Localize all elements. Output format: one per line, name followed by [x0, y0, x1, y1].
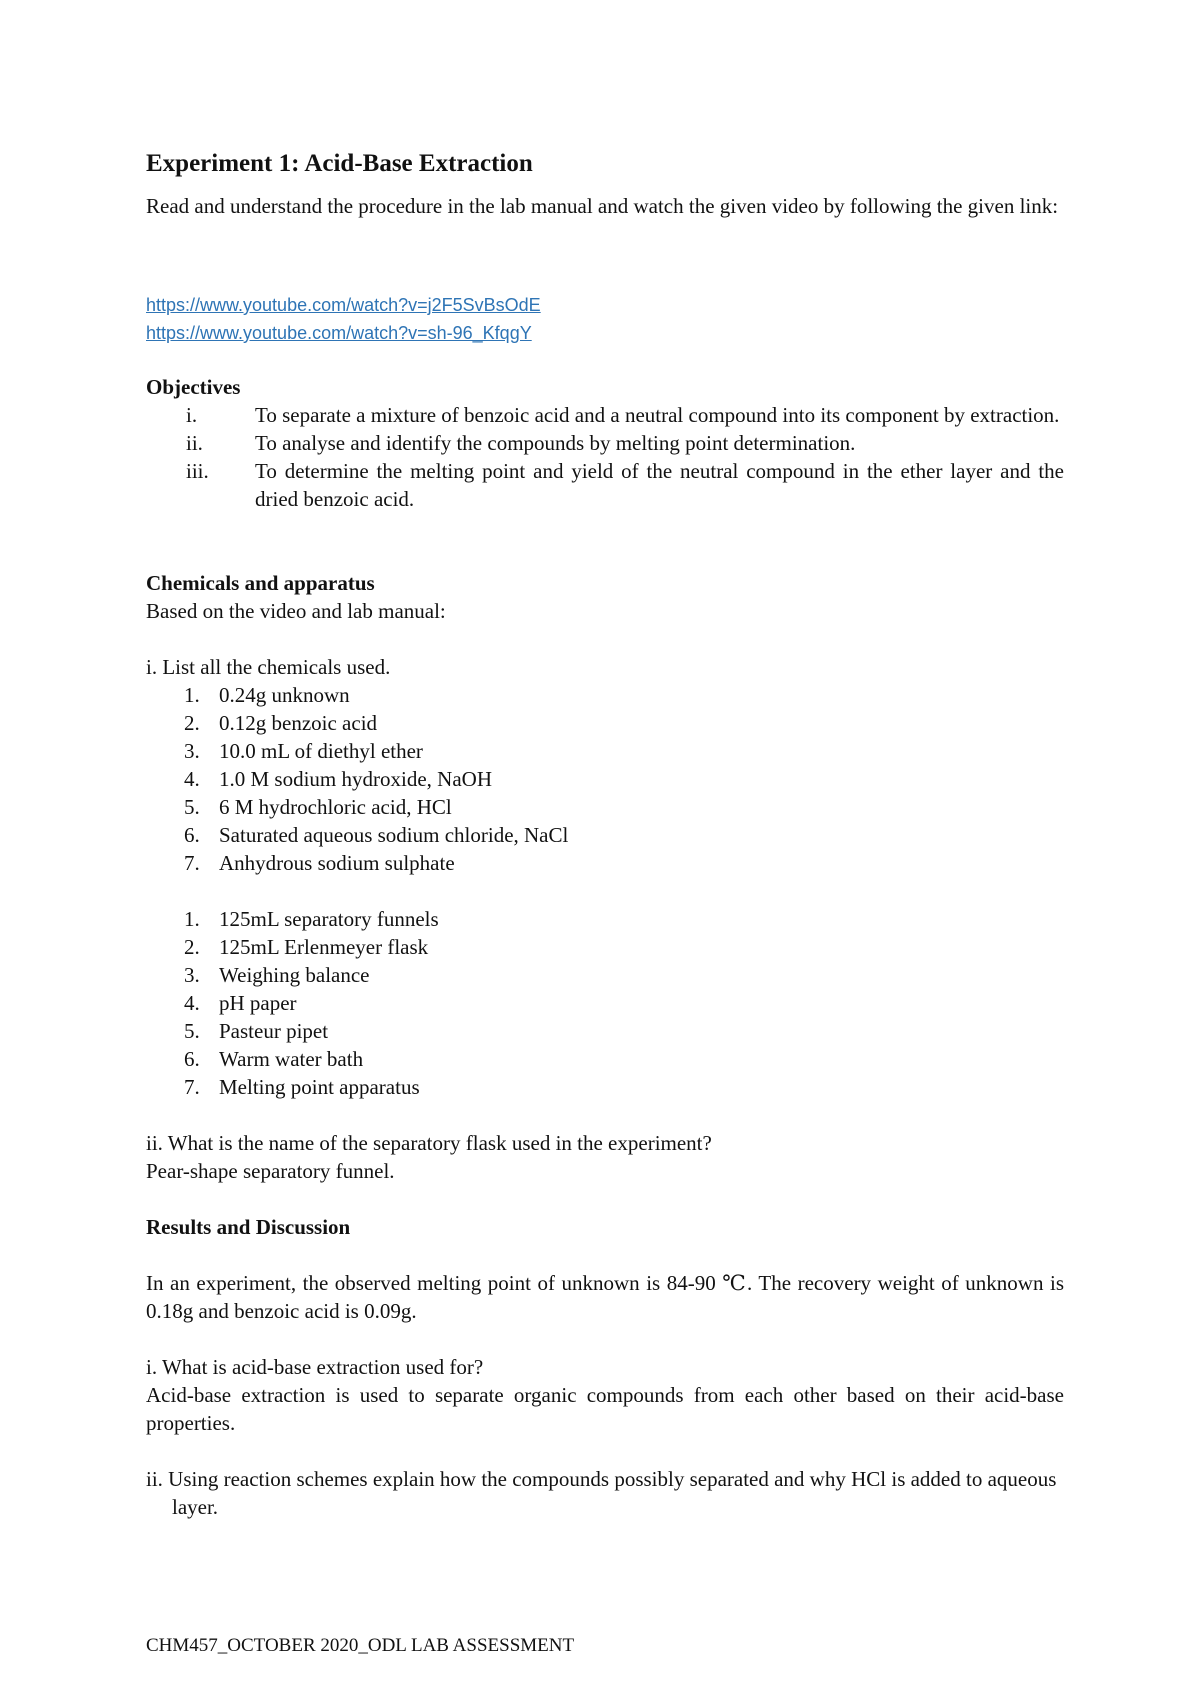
list-marker: 2. [184, 711, 200, 735]
list-item [146, 849, 1064, 877]
list-item-text: To determine the melting point and yield of the neutral compound in the ether layer and the dried benzoic acid. [255, 459, 1064, 511]
list-marker: ii. [186, 431, 203, 455]
list-item-text: Weighing balance [219, 963, 370, 987]
list-marker: 1. [184, 683, 200, 707]
list-item-text: 1.0 M sodium hydroxide, NaOH [219, 767, 492, 791]
list-item [146, 989, 1064, 1017]
objectives-heading: Objectives [146, 375, 241, 399]
apparatus-answer: Pear-shape separatory funnel. [146, 1159, 395, 1183]
list-item-text: To separate a mixture of benzoic acid and a neutral compound into its component by extraction. [255, 403, 1060, 427]
list-item-text: Warm water bath [219, 1047, 364, 1071]
list-item [146, 401, 1064, 429]
list-item [146, 737, 1064, 765]
list-marker: 4. [184, 767, 200, 791]
list-item-text: pH paper [219, 991, 297, 1015]
list-marker: 1. [184, 907, 200, 931]
list-item [146, 681, 1064, 709]
list-item [146, 933, 1064, 961]
list-item [146, 1073, 1064, 1101]
list-item [146, 765, 1064, 793]
list-item [146, 429, 1064, 457]
list-marker: 5. [184, 795, 200, 819]
list-marker: 4. [184, 991, 200, 1015]
list-item-text: Anhydrous sodium sulphate [219, 851, 455, 875]
results-question-2: ii. Using reaction schemes explain how the compounds possibly separated and why HCl is added to aqueous layer. [146, 1467, 1057, 1519]
objectives-list [146, 401, 1064, 513]
list-item-text: Pasteur pipet [219, 1019, 329, 1043]
results-section [146, 1213, 1064, 1521]
results-answer-1: Acid-base extraction is used to separate organic compounds from each other based on their acid-base properties. [146, 1383, 1064, 1435]
list-item [146, 709, 1064, 737]
chemicals-question: i. List all the chemicals used. [146, 655, 391, 679]
list-item-text: 0.24g unknown [219, 683, 350, 707]
list-item-text: Melting point apparatus [219, 1075, 420, 1099]
list-marker: 6. [184, 1047, 200, 1071]
list-item-text: Saturated aqueous sodium chloride, NaCl [219, 823, 569, 847]
list-item [146, 1045, 1064, 1073]
list-marker: iii. [186, 459, 209, 483]
chemical-list [146, 681, 1064, 877]
list-item [146, 905, 1064, 933]
list-item-text: To analyse and identify the compounds by melting point determination. [255, 431, 856, 455]
video-link-2[interactable]: https://www.youtube.com/watch?v=sh-96_KfqgY [146, 323, 532, 343]
chemicals-section [146, 569, 1064, 1185]
video-links [146, 291, 1064, 347]
list-item [146, 821, 1064, 849]
list-marker: 7. [184, 851, 200, 875]
list-item-text: 0.12g benzoic acid [219, 711, 378, 735]
list-item-text: 125mL Erlenmeyer flask [219, 935, 429, 959]
page-title: Experiment 1: Acid-Base Extraction [146, 150, 533, 177]
list-item [146, 457, 1064, 513]
list-item-text: 6 M hydrochloric acid, HCl [219, 795, 452, 819]
apparatus-list [146, 905, 1064, 1101]
list-marker: i. [186, 403, 198, 427]
apparatus-question: ii. What is the name of the separatory flask used in the experiment? [146, 1131, 712, 1155]
page-footer: CHM457_OCTOBER 2020_ODL LAB ASSESSMENT [146, 1635, 575, 1656]
intro-paragraph: Read and understand the procedure in the lab manual and watch the given video by following the given link: [146, 194, 1059, 218]
list-item-text: 10.0 mL of diethyl ether [219, 739, 423, 763]
list-item-text: 125mL separatory funnels [219, 907, 439, 931]
chemicals-heading: Chemicals and apparatus [146, 571, 375, 595]
objectives-section [146, 373, 1064, 513]
list-marker: 3. [184, 963, 200, 987]
list-item [146, 1017, 1064, 1045]
results-paragraph: In an experiment, the observed melting point of unknown is 84-90 ℃. The recovery weight of unknown is 0.18g and benzoic acid is 0.09g. [146, 1271, 1064, 1323]
results-heading: Results and Discussion [146, 1215, 351, 1239]
document-page [146, 0, 1064, 1698]
list-item [146, 793, 1064, 821]
list-marker: 2. [184, 935, 200, 959]
results-question-1: i. What is acid-base extraction used for? [146, 1355, 484, 1379]
list-marker: 5. [184, 1019, 200, 1043]
chemicals-subtitle: Based on the video and lab manual: [146, 599, 446, 623]
list-marker: 7. [184, 1075, 200, 1099]
list-marker: 3. [184, 739, 200, 763]
list-marker: 6. [184, 823, 200, 847]
video-link-1[interactable]: https://www.youtube.com/watch?v=j2F5SvBsOdE [146, 295, 541, 315]
list-item [146, 961, 1064, 989]
